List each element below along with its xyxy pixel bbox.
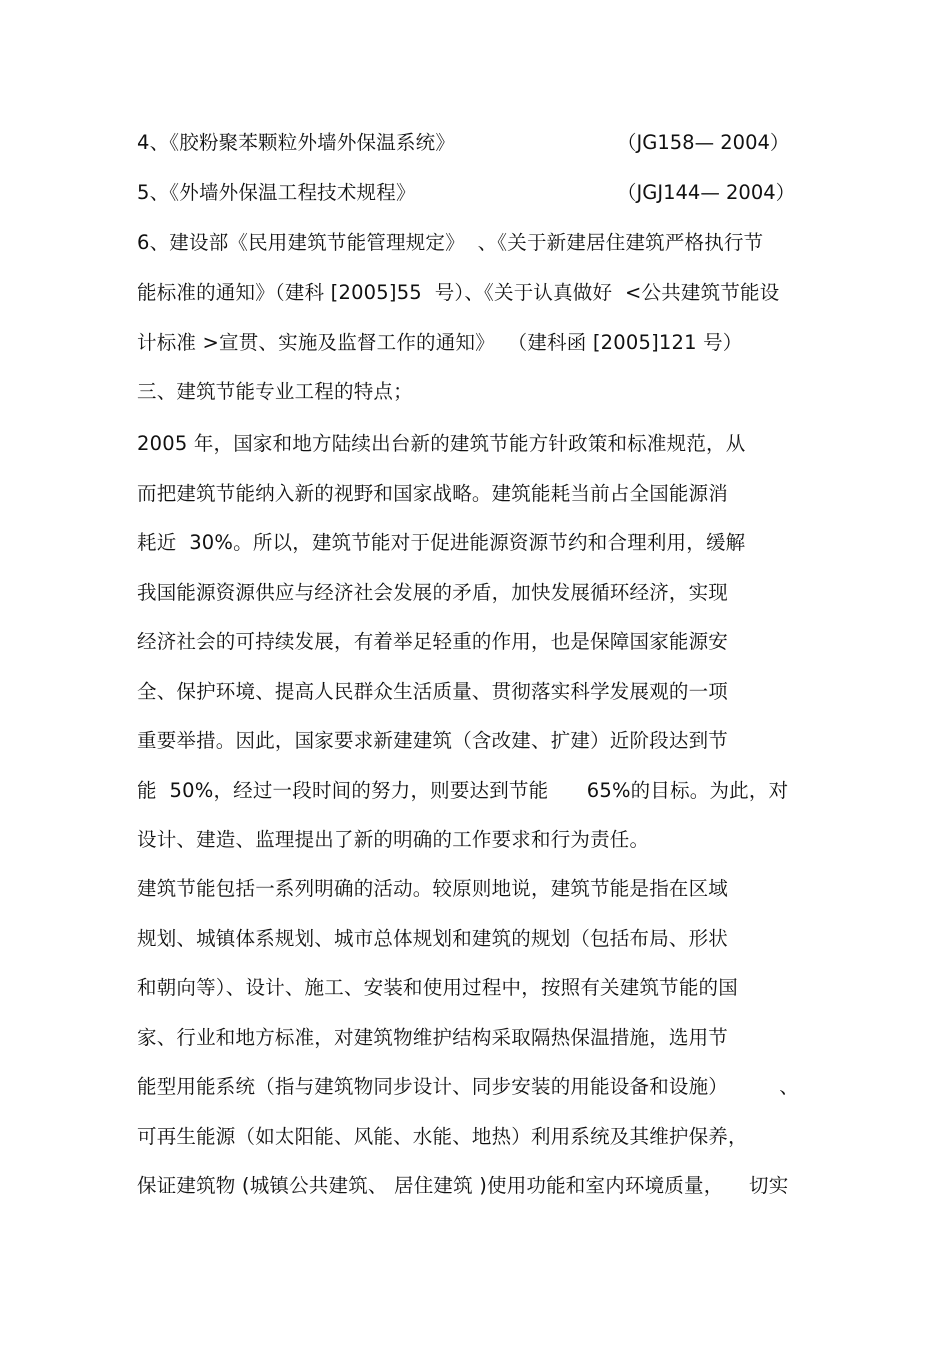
paragraph-1-line: 而把建筑节能纳入新的视野和国家战略。建筑能耗当前占全国能源消 <box>137 482 729 505</box>
paragraph-2-line: 和朝向等）、设计、施工、安装和使用过程中，按照有关建筑节能的国 <box>137 976 738 999</box>
reference-item-5-code: （JGJ144— 2004） <box>617 181 796 204</box>
paragraph-2-line: 能型用能系统（指与建筑物同步设计、同步安装的用能设备和设施） 、 <box>137 1075 799 1098</box>
paragraph-1-line: 能 50%，经过一段时间的努力，则要达到节能 65%的目标。为此，对 <box>137 779 789 802</box>
paragraph-1-line: 经济社会的可持续发展，有着举足轻重的作用，也是保障国家能源安 <box>137 630 729 653</box>
reference-item-5-title: 5、《外墙外保温工程技术规程》 <box>137 181 416 204</box>
paragraph-2-line: 保证建筑物 (城镇公共建筑、 居住建筑 )使用功能和室内环境质量， 切实 <box>137 1174 789 1197</box>
reference-item-4-title: 4、《胶粉聚苯颗粒外墙外保温系统》 <box>137 131 456 154</box>
section-heading: 三、建筑节能专业工程的特点； <box>137 380 413 403</box>
reference-item-6-line: 6、建设部《民用建筑节能管理规定》 、《关于新建居住建筑严格执行节 <box>137 231 764 254</box>
paragraph-2-line: 建筑节能包括一系列明确的活动。较原则地说，建筑节能是指在区域 <box>137 877 729 900</box>
reference-item-6-line: 计标准 >宣贯、实施及监督工作的通知》 （建科函 [2005]121 号） <box>137 331 743 354</box>
paragraph-1-line: 重要举措。因此，国家要求新建建筑（含改建、扩建）近阶段达到节 <box>137 729 729 752</box>
reference-item-6-line: 能标准的通知》（建科 [2005]55 号）、《关于认真做好 <公共建筑节能设 <box>137 281 780 304</box>
paragraph-2-line: 可再生能源（如太阳能、风能、水能、地热）利用系统及其维护保养， <box>137 1125 748 1148</box>
paragraph-1-line: 全、保护环境、提高人民群众生活质量、贯彻落实科学发展观的一项 <box>137 680 729 703</box>
paragraph-1-line: 我国能源资源供应与经济社会发展的矛盾，加快发展循环经济，实现 <box>137 581 729 604</box>
paragraph-1-line: 耗近 30%。所以，建筑节能对于促进能源资源节约和合理利用，缓解 <box>137 531 746 554</box>
paragraph-1-line: 2005 年，国家和地方陆续出台新的建筑节能方针政策和标准规范，从 <box>137 432 746 455</box>
reference-item-4-code: （JG158— 2004） <box>617 131 790 154</box>
paragraph-2-line: 规划、城镇体系规划、城市总体规划和建筑的规划（包括布局、形状 <box>137 927 729 950</box>
paragraph-1-line: 设计、建造、监理提出了新的明确的工作要求和行为责任。 <box>137 828 650 851</box>
paragraph-2-line: 家、行业和地方标准，对建筑物维护结构采取隔热保温措施，选用节 <box>137 1026 729 1049</box>
